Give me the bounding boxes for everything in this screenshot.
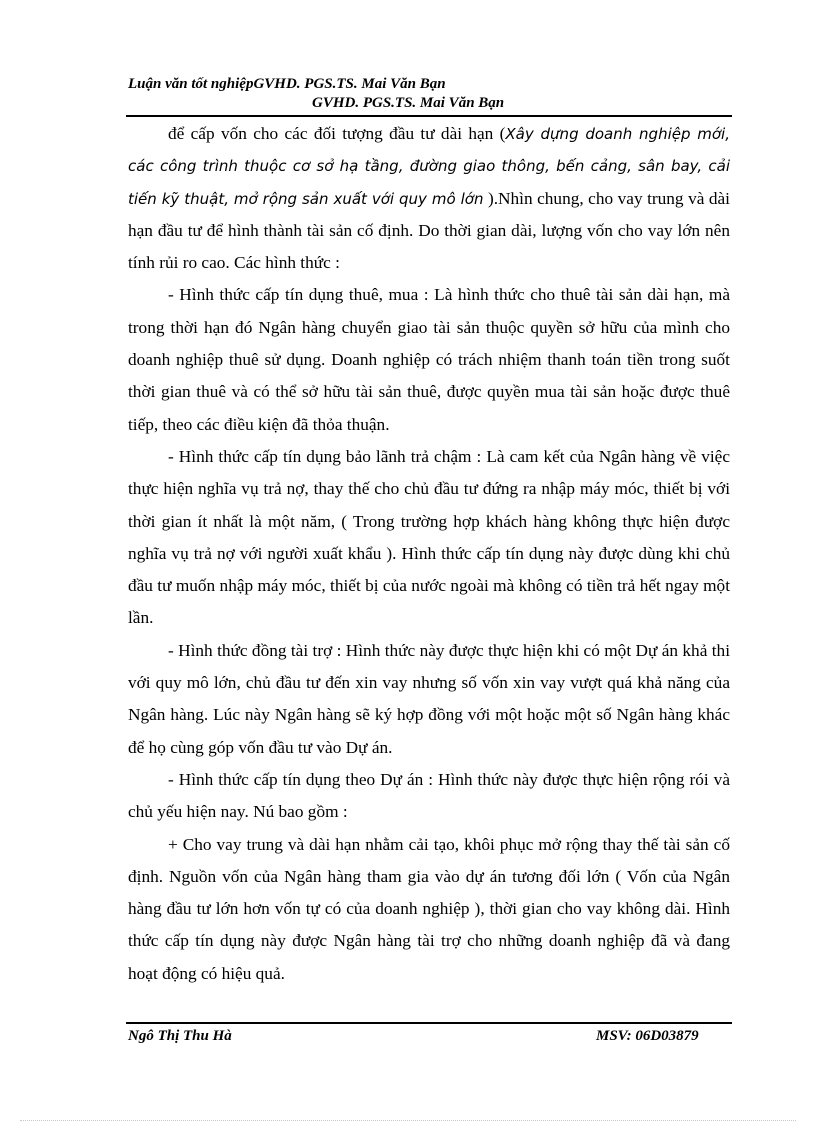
paragraph-1-end: ).Nhìn chung, cho vay trung và dài hạn đầu tư để hình thành tài sản cố định. Do thời gian dài, lượng vốn cho vay lớn nên tính rủi ro cao. Các hình thức : (128, 188, 730, 273)
page-bottom-dotted-line (20, 1120, 796, 1121)
header-line-1: Luận văn tốt nghiệpGVHD. PGS.TS. Mai Văn Bạn (128, 76, 446, 92)
paragraph-6: + Cho vay trung và dài hạn nhằm cải tạo, khôi phục mở rộng thay thế tài sản cố định. Nguồn vốn của Ngân hàng tham gia vào dự án tương đối lớn ( Vốn của Ngân hàng đầu tư lớn hơn vốn tự có của doanh nghiệp ), thời gian cho vay không dài. Hình thức cấp tín dụng này được Ngân hàng tài trợ cho những doanh nghiệp đã và đang hoạt động có hiệu quả. (128, 834, 730, 983)
document-body (128, 118, 730, 990)
paragraph-4: - Hình thức đồng tài trợ : Hình thức này được thực hiện khi có một Dự án khả thi với quy mô lớn, chủ đầu tư đến xin vay nhưng số vốn xin vay vượt quá khả năng của Ngân hàng. Lúc này Ngân hàng sẽ ký hợp đồng với một hoặc một số Ngân hàng khác để họ cùng góp vốn đầu tư vào Dự án. (128, 640, 730, 757)
paragraph-1-italic: Xây dựng doanh nghiệp mới, các công trình thuộc cơ sở hạ tầng, đường giao thông, bến cảng, sân bay, cải tiến kỹ thuật, mở rộng sản xuất với quy mô lớn (128, 125, 730, 208)
paragraph-1 (128, 118, 730, 279)
paragraph-2: - Hình thức cấp tín dụng thuê, mua : Là hình thức cho thuê tài sản dài hạn, mà trong thời hạn đó Ngân hàng chuyển giao tài sản thuộc quyền sở hữu của mình cho doanh nghiệp thuê sử dụng. Doanh nghiệp có trách nhiệm thanh toán tiền trong suốt thời gian thuê và có thể sở hữu tài sản thuê, được quyền mua tài sản hoặc được thuê tiếp, theo các điều kiện đã thỏa thuận. (128, 285, 730, 434)
paragraph-1-start: để cấp vốn cho các đối tượng đầu tư dài hạn ( (168, 124, 506, 143)
footer-author: Ngô Thị Thu Hà (128, 1028, 232, 1044)
footer-rule (126, 1022, 732, 1024)
header-rule (126, 115, 732, 117)
paragraph-3: - Hình thức cấp tín dụng bảo lãnh trả chậm : Là cam kết của Ngân hàng về việc thực hiện nghĩa vụ trả nợ, thay thế cho chủ đầu tư đứng ra nhập máy móc, thiết bị với thời gian ít nhất là một năm, ( Trong trường hợp khách hàng không thực hiện được nghĩa vụ trả nợ với người xuất khẩu ). Hình thức cấp tín dụng này được dùng khi chủ đầu tư muốn nhập máy móc, thiết bị của nước ngoài mà không có tiền trả hết ngay một lần. (128, 446, 730, 628)
header-line-2: GVHD. PGS.TS. Mai Văn Bạn (312, 95, 505, 111)
paragraph-5: - Hình thức cấp tín dụng theo Dự án : Hình thức này được thực hiện rộng rói và chủ yếu hiện nay. Nú bao gồm : (128, 769, 730, 822)
footer-student-id: MSV: 06D03879 (596, 1028, 699, 1044)
